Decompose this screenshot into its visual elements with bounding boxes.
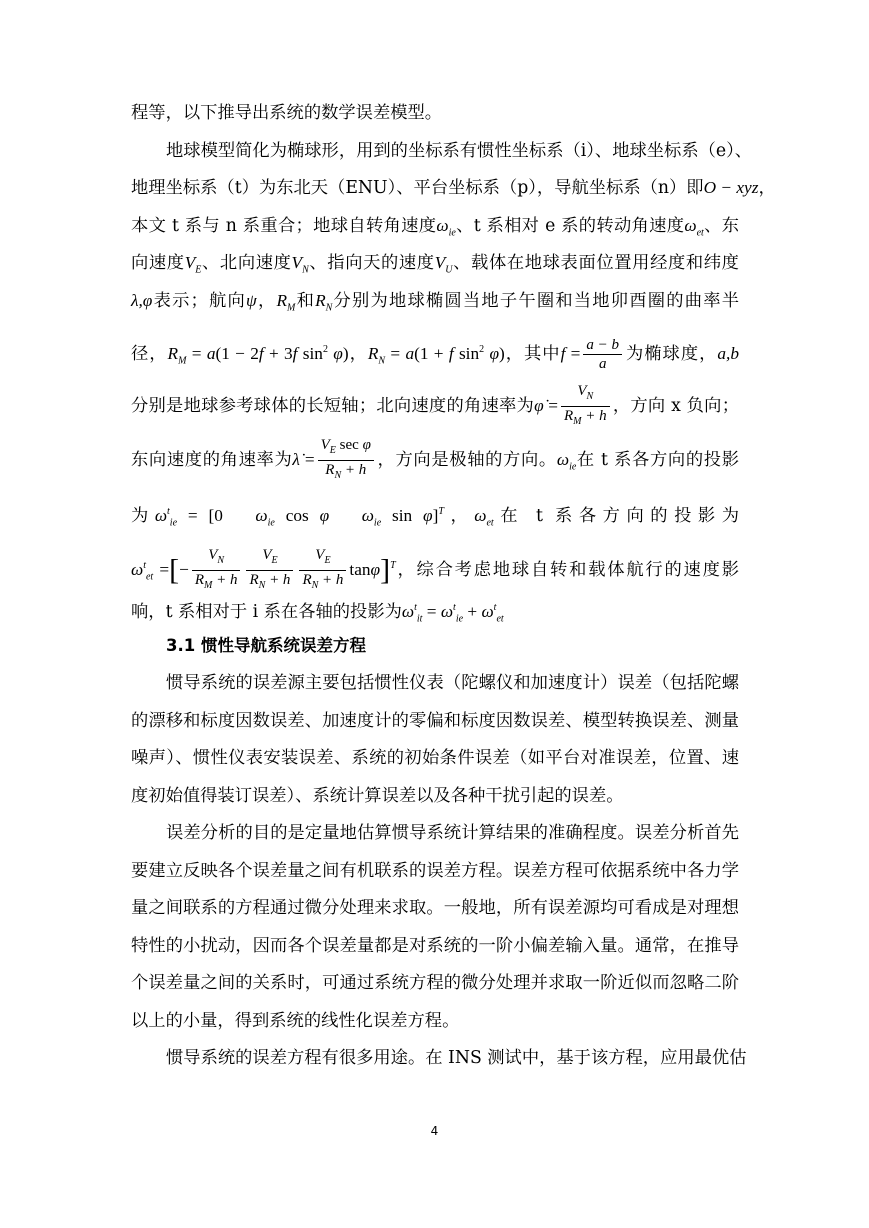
formula: ψ <box>246 290 257 310</box>
paragraph-line: 的漂移和标度因数误差、加速度计的零偏和标度因数误差、模型转换误差、测量 <box>131 710 739 731</box>
paragraph-line: 径，$R_M = a(1 - 2f + 3f$ $\sin^2 \varphi$)，$R_N = a(1 + f$ $\sin^2 \varphi$)，其中f = $\frac{a - b}{a}$ 为椭球度，a,b <box>131 336 739 372</box>
formula: $V_E$ <box>184 253 202 276</box>
formula: λ̇ = <box>292 450 315 469</box>
fraction: $\frac{V_E}{R_N + h}$ <box>246 546 293 595</box>
formula: f = <box>560 343 581 363</box>
fraction: $\frac{V_E}{R_N + h}$ <box>299 546 346 595</box>
fraction: $\frac{V_E \sec \varphi}{R_N + h}$ <box>318 436 374 485</box>
formula: $\omega^t_{ie} = [0$ $\omega_{ie}$ cos φ $\omega_{ie}$ sin φ]$^T$ <box>154 505 444 529</box>
formula: $\omega_{ie}$ <box>436 215 456 238</box>
paragraph-line: 以上的小量，得到系统的线性化误差方程。 <box>131 1010 460 1031</box>
paragraph-line: 本文 t 系与 n 系重合；地球自转角速度$\omega_{ie}$、t 系相对 e 系的转动角速度$\omega_{et}$、东 <box>131 215 739 238</box>
formula: $V_N$ <box>291 253 309 276</box>
paragraph-line: 特性的小扰动，因而各个误差量都是对系统的一阶小偏差输入量。通常，在推导 <box>131 935 739 956</box>
paragraph-line: 噪声）、惯性仪表安装误差、系统的初始条件误差（如平台对准误差，位置、速 <box>131 748 739 768</box>
paragraph-line: 量之间联系的方程通过微分处理来求取。一般地，所有误差源均可看成是对理想 <box>131 898 739 918</box>
paragraph-line: 东向速度的角速率为λ̇ = $\frac{V_E \sec \varphi}{R_N + h}$ ，方向是极轴的方向。$\omega_{ie}$在 t 系各方向的投影 <box>131 436 739 480</box>
formula: $R_N$ <box>315 290 333 313</box>
formula: $\omega^t_{it} = \omega^t_{ie} + \omega^t_{et}$ <box>401 601 504 625</box>
paragraph-line: 为$\omega^t_{ie} = [0$ $\omega_{ie}$ cos φ $\omega_{ie}$ sin φ]$^T$，$\omega_{et}$在 t 系各方向的投影为 <box>131 505 739 529</box>
formula: $\omega_{et}$ <box>474 505 494 529</box>
paragraph-line: 地理坐标系（t）为东北天（ENU）、平台坐标系（p），导航坐标系（n）即O − xyz， <box>131 178 776 198</box>
formula: O − xyz <box>703 178 759 197</box>
paragraph-line: 要建立反映各个误差量之间有机联系的误差方程。误差方程可依据系统中各力学 <box>131 860 739 881</box>
paragraph-line: 分别是地球参考球体的长短轴；北向速度的角速率为φ̇ = $\frac{V_N}{R_M + h}$ ，方向 x 负向； <box>131 382 739 426</box>
paragraph-line: $\omega^t_{et}$ =[− $\frac{V_N}{R_M + h}$ $\frac{V_E}{R_N + h}$ $\frac{V_E}{R_N + h}$ tanφ]$^T$，综合考虑地球自转和载体航行的速度影 <box>131 544 739 588</box>
fraction: $\frac{V_N}{R_M + h}$ <box>561 382 610 431</box>
formula: $R_M = a(1 - 2f + 3f$ $\sin^2 \varphi$) <box>167 343 349 367</box>
paragraph-line: 向速度$V_E$、北向速度$V_N$、指向天的速度$V_U$、载体在地球表面位置用经度和纬度 <box>131 253 739 276</box>
paragraph-line: 个误差量之间的关系时，可通过系统方程的微分处理并求取一阶近似而忽略二阶 <box>131 973 739 993</box>
formula: $R_N = a(1 + f$ $\sin^2 \varphi$) <box>367 343 505 367</box>
formula: φ̇ = <box>534 396 558 415</box>
formula: a,b <box>717 343 739 363</box>
formula: $\omega_{et}$ <box>684 215 704 238</box>
section-heading: 3.1 惯性导航系统误差方程 <box>166 635 366 655</box>
formula: $R_M$ <box>276 290 296 313</box>
paragraph-line: 地球模型简化为椭球形，用到的坐标系有惯性坐标系（i）、地球坐标系（e）、 <box>166 140 753 161</box>
paragraph-line: 惯导系统的误差方程有很多用途。在 INS 测试中，基于该方程，应用最优估 <box>166 1048 747 1068</box>
page-number: 4 <box>430 1124 439 1138</box>
paragraph-line: λ,φ表示；航向ψ，$R_M$和$R_N$分别为地球椭圆当地子午圈和当地卯酉圈的曲率半 <box>131 290 739 313</box>
paragraph-line: 程等，以下推导出系统的数学误差模型。 <box>131 103 443 123</box>
fraction: $\frac{V_N}{R_M + h}$ <box>192 546 241 595</box>
paragraph-line: 度初始值得装订误差）、系统计算误差以及各种干扰引起的误差。 <box>131 785 624 806</box>
paragraph-line: 响，t 系相对于 i 系在各轴的投影为$\omega^t_{it} = \omega^t_{ie} + \omega^t_{et}$ <box>131 601 504 625</box>
formula: $\omega_{ie}$ <box>556 450 577 473</box>
paragraph-line: 惯导系统的误差源主要包括惯性仪表（陀螺仪和加速度计）误差（包括陀螺 <box>166 673 739 693</box>
body-text <box>131 103 776 1086</box>
fraction: $\frac{a - b}{a}$ <box>583 336 622 373</box>
formula: $\omega^t_{et}$ = <box>131 559 170 583</box>
paragraph-line: 误差分析的目的是定量地估算惯导系统计算结果的准确程度。误差分析首先 <box>166 823 739 843</box>
formula: λ,φ <box>131 290 153 310</box>
formula: $V_U$ <box>434 253 453 276</box>
